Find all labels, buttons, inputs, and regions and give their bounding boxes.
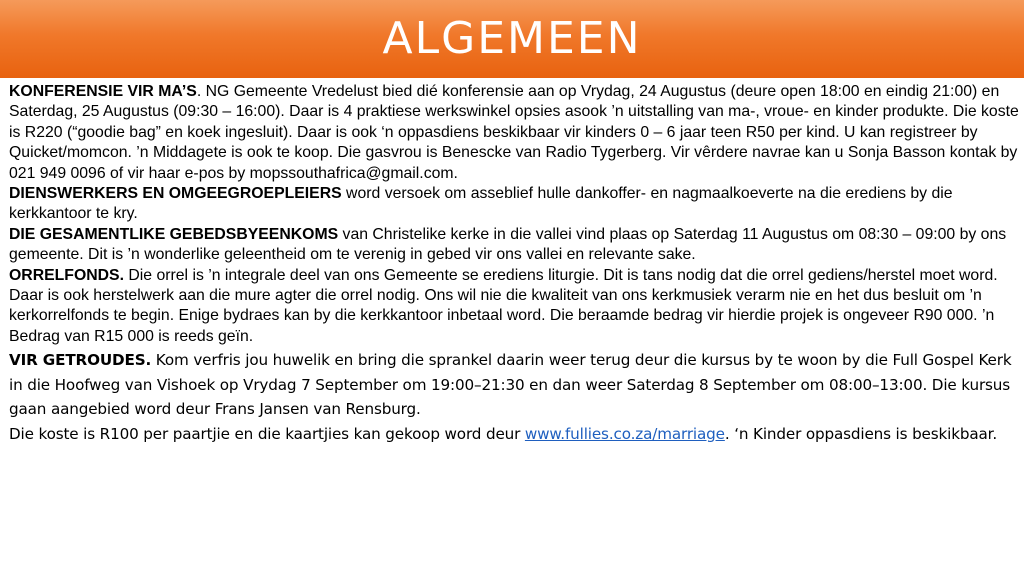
announcement-orrelfonds — [9, 266, 1019, 348]
title-banner — [0, 0, 1024, 78]
announcement-text: . NG Gemeente Vredelust bied dié konferensie aan op Vrydag, 24 Augustus (deure open 18:00 en eindig 21:00) en Saterdag, 25 Augustus (09:30 – 16:00). Daar is 4 praktiese werkswinkel opsies asook ’n uitstalling van ma-, vroue- en kinder produkte. Die koste is R220 (“goodie bag” en koek ingesluit). Daar is ook ‘n oppasdiens beskikbaar vir kinders 0 – 6 jaar teen R50 per kind. U kan registreer by Quicket/momcon. ’n Middagete is ook te koop. Die gasvrou is Benescke van Radio Tygerberg. Vir vêrdere navrae kan u Sonja Basson kontak by 021 949 0096 of vir haar e-pos by mopssouthafrica@gmail.com. — [9, 83, 1019, 182]
page-title: ALGEMEEN — [382, 13, 642, 64]
announcement-konferensie — [9, 82, 1019, 184]
announcement-getroudes — [9, 348, 1019, 446]
cost-text: Die koste is R100 per paartjie en die kaartjies kan gekoop word deur — [9, 424, 525, 443]
announcement-heading: VIR GETROUDES. — [9, 351, 152, 370]
announcement-heading: ORRELFONDS. — [9, 266, 124, 284]
announcements-body — [9, 82, 1019, 446]
announcement-heading: DIE GESAMENTLIKE GEBEDSBYEENKOMS — [9, 225, 339, 243]
marriage-course-link[interactable]: www.fullies.co.za/marriage — [524, 424, 725, 443]
announcement-dienswerkers — [9, 184, 1019, 225]
announcement-heading: KONFERENSIE VIR MA’S — [9, 83, 197, 100]
announcement-text: Die orrel is ’n integrale deel van ons Gemeente se erediens liturgie. Dit is tans nodig dat die orrel gediens/herstel moet word. Daar is ook herstelwerk aan die mure agter die orrel nodig. Ons wil nie die kwaliteit van ons kerkmusiek verarm nie en het dus besluit om ’n kerkorrelfonds te begin. Enige bydraes kan by die kerkkantoor inbetaal word. Die beraamde bedrag vir hierdie projek is ongeveer R90 000. ’n Bedrag van R15 000 is reeds geïn. — [9, 266, 998, 345]
childcare-text: . ‘n Kinder oppasdiens is beskikbaar. — [724, 424, 998, 443]
announcement-gebedsbyeenkoms — [9, 225, 1019, 266]
announcement-text: van Christelike kerke in die vallei vind plaas op Saterdag 11 Augustus om 08:30 – 09:00 by ons gemeente. Dit is ’n wonderlike geleentheid om te verenig in gebed vir ons vallei en relevante sake. — [9, 225, 1007, 264]
announcement-text: word versoek om asseblief hulle dankoffer- en nagmaalkoeverte na die erediens by die kerkkantoor te kry. — [9, 185, 953, 223]
announcement-heading: DIENSWERKERS EN OMGEEGROEPLEIERS — [9, 185, 342, 203]
announcement-text: Kom verfris jou huwelik en bring die sprankel daarin weer terug deur die kursus by te woon by die Full Gospel Kerk in die Hoofweg van Vishoek op Vrydag 7 September om 19:00–21:30 en dan weer Saterdag 8 September om 08:00–13:00. Die kursus gaan aangebied word deur Frans Jansen van Rensburg. — [9, 351, 1012, 419]
